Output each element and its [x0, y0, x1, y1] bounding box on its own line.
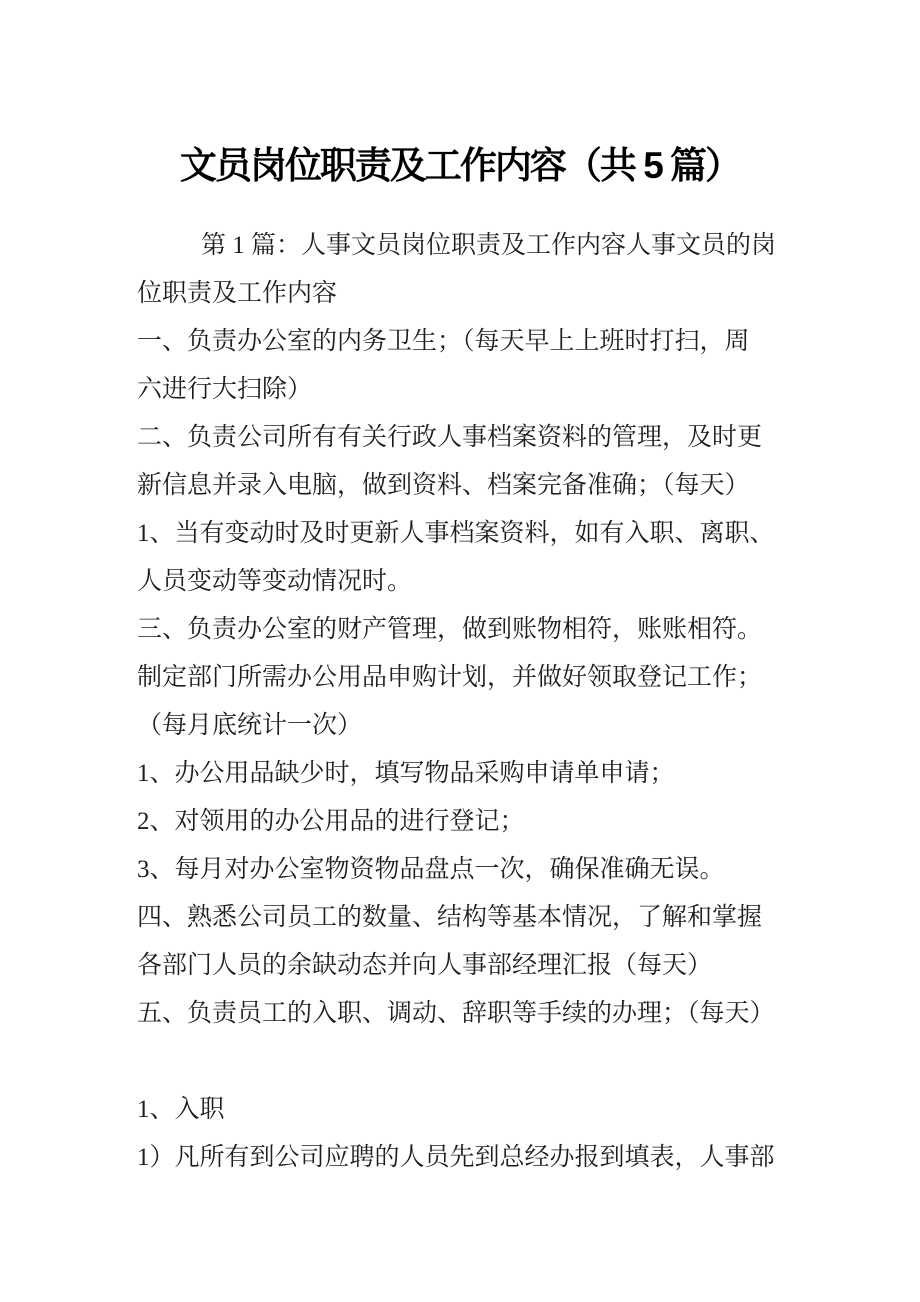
text-line: 1）凡所有到公司应聘的人员先到总经办报到填表，人事部 [137, 1144, 775, 1171]
text-line: 人员变动等变动情况时。 [137, 568, 413, 595]
text-line: 新信息并录入电脑，做到资料、档案完备准确；（每天） [137, 472, 750, 499]
text-line: 1、当有变动时及时更新人事档案资料，如有入职、离职、 [137, 520, 775, 547]
text-line: 四、熟悉公司员工的数量、结构等基本情况，了解和掌握 [137, 904, 763, 931]
text-line: 各部门人员的余缺动态并向人事部经理汇报（每天） [137, 952, 713, 979]
text-line: 第 1 篇：人事文员岗位职责及工作内容人事文员的岗 [201, 232, 777, 259]
text-line: 六进行大扫除） [137, 376, 313, 403]
document-body [137, 222, 797, 1182]
text-line: 2、对领用的办公用品的进行登记； [137, 808, 525, 835]
text-line: 位职责及工作内容 [137, 280, 338, 307]
text-line: 制定部门所需办公用品申购计划，并做好领取登记工作； [137, 664, 763, 691]
text-line: 三、负责办公室的财产管理，做到账物相符，账账相符。 [137, 616, 763, 643]
text-line: 二、负责公司所有有关行政人事档案资料的管理，及时更 [137, 424, 763, 451]
text-line: 一、负责办公室的内务卫生；（每天早上上班时打扫，周 [137, 328, 750, 355]
text-line: 五、负责员工的入职、调动、辞职等手续的办理；（每天） [137, 1000, 775, 1027]
document-title: 文员岗位职责及工作内容（共 5 篇） [179, 145, 741, 186]
text-line-empty [137, 1038, 797, 1086]
text-line: 1、办公用品缺少时，填写物品采购申请单申请； [137, 760, 675, 787]
text-line: 1、入职 [137, 1096, 225, 1123]
text-line: （每月底统计一次） [137, 712, 363, 739]
text-line: 3、每月对办公室物资物品盘点一次，确保准确无误。 [137, 856, 725, 883]
